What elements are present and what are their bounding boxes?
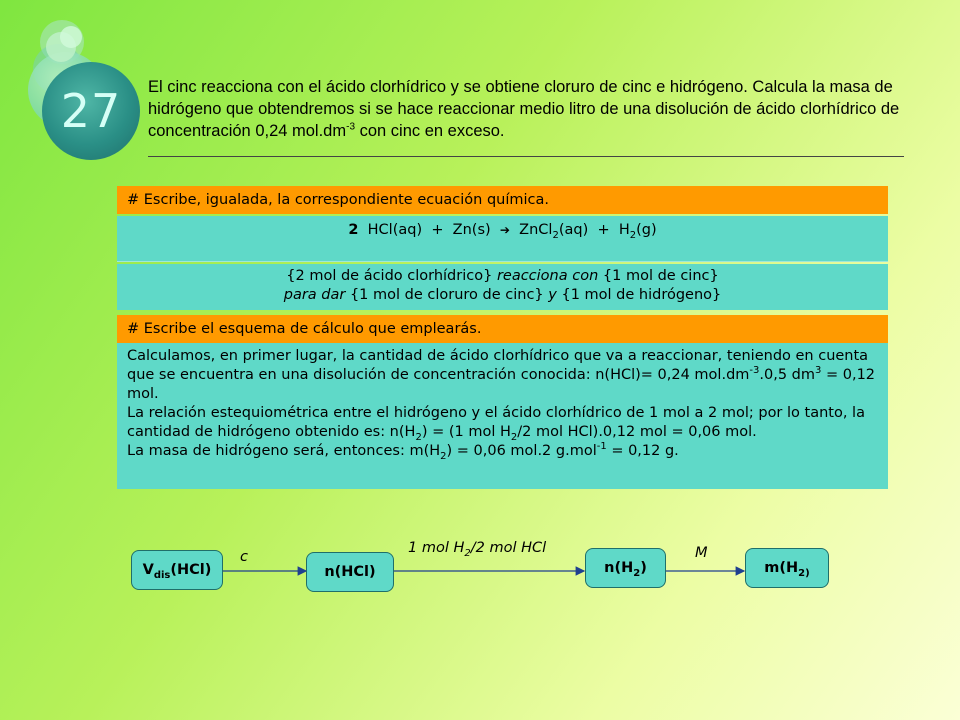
calculation-text xyxy=(117,343,888,489)
step2-header: # Escribe el esquema de cálculo que emplearás. xyxy=(117,315,888,343)
chemical-equation: 2 HCl(aq) + Zn(s) ➔ ZnCl$_2$(aq) + $H_2(g)$ xyxy=(117,216,888,262)
problem-number-badge xyxy=(42,62,140,160)
stoichiometric-relation: {2 mol de ácido clorhídrico} reacciona con {1 mol de cinc} para dar {1 mol de cloruro de cinc} y {1 mol de hidrógeno} xyxy=(117,264,888,310)
label-molar-mass: M xyxy=(695,545,708,561)
decorative-bubble xyxy=(60,26,82,48)
calc-paragraph-2: La relación estequiométrica entre el hidrógeno y el ácido clorhídrico de 1 mol a 2 mol; por lo tanto, la cantidad de hidrógeno obtenido es: $n(H_2) = (1$ mol $H_2/2$ mol HCl).0,12 mol = 0,06 mol. xyxy=(127,405,865,443)
label-concentration: c xyxy=(240,549,248,565)
problem-number: 27 xyxy=(60,84,122,138)
calc-paragraph-3: La masa de hidrógeno será, entonces: $m(H_2) = 0,06$ mol.2 g.mol$^{-1}$ = 0,12 g. xyxy=(127,441,679,462)
step1-header: # Escribe, igualada, la correspondiente ecuación química. xyxy=(117,186,888,214)
label-ratio: 1 mol $H_2/2$ mol HCl xyxy=(408,540,547,559)
node-mass-h2: $m(H_{2)}$ xyxy=(745,548,829,588)
divider xyxy=(148,156,904,157)
node-moles-h2: $n(H_2)$ xyxy=(585,548,666,588)
calc-paragraph-1: Calculamos, en primer lugar, la cantidad de ácido clorhídrico que va a reaccionar, teniendo en cuenta que se encuentra en una disolución de concentración conocida: n(HCl)= 0,24 $mol.dm^{-3}.0,5$ $dm^3 = 0,12$ mol. xyxy=(127,348,876,402)
node-moles-hcl: n(HCl) xyxy=(306,552,394,592)
problem-statement: El cinc reacciona con el ácido clorhídrico y se obtiene cloruro de cinc e hidrógeno. Calcula la masa de hidrógeno que obtendremos si se hace reaccionar medio litro de una disolución de ácido clorhídrico de concentración 0,24 $mol.dm^{-3}$ con cinc en exceso. xyxy=(148,78,900,140)
node-volume-hcl: $V_{dis}(HCl)$ xyxy=(131,550,223,590)
reaction-arrow-icon: ➔ xyxy=(499,223,510,237)
